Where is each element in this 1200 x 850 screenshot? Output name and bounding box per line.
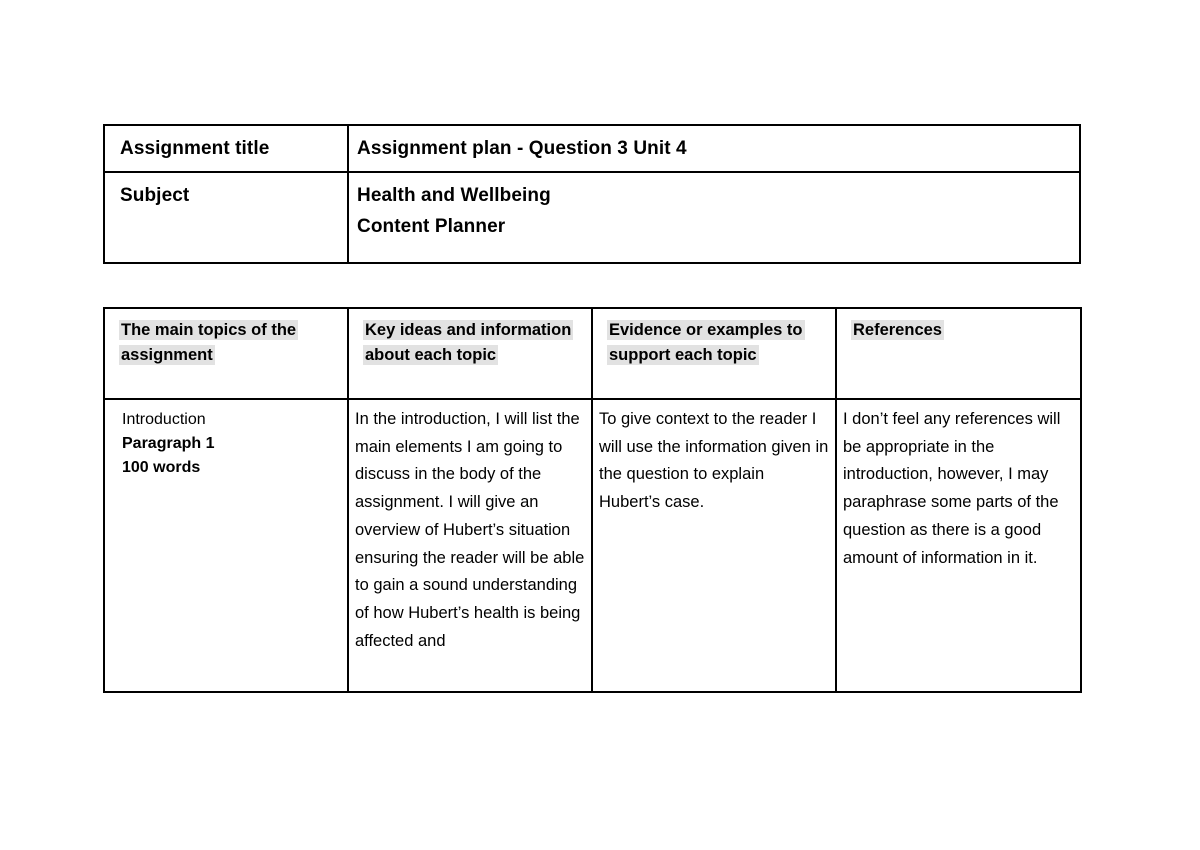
planner-header-cell-topics xyxy=(104,308,348,399)
topic-paragraph: Paragraph 1 xyxy=(122,435,215,452)
topic-title: Introduction xyxy=(122,411,206,428)
subject-label-cell xyxy=(104,172,348,263)
planner-header-cell-references xyxy=(836,308,1081,399)
topic-cell xyxy=(104,399,348,692)
evidence-text: To give context to the reader I will use the information given in the question to explain Hubert’s case. xyxy=(599,410,829,512)
content-planner-table xyxy=(103,307,1082,693)
planner-header-row xyxy=(104,308,1081,399)
planner-header-cell-evidence xyxy=(592,308,836,399)
column-header-references: References xyxy=(853,321,942,339)
planner-header-cell-key-ideas xyxy=(348,308,592,399)
column-header-key-ideas: Key ideas and information about each topic xyxy=(365,321,572,364)
subject-value-cell xyxy=(348,172,1080,263)
assignment-title-value: Assignment plan - Question 3 Unit 4 xyxy=(357,138,687,159)
key-ideas-cell xyxy=(348,399,592,692)
subject-row xyxy=(104,172,1080,263)
subject-label: Subject xyxy=(120,185,190,206)
assignment-title-row xyxy=(104,125,1080,172)
subject-value-line-1: Health and Wellbeing xyxy=(357,185,551,206)
table-row xyxy=(104,399,1081,692)
topic-word-count: 100 words xyxy=(122,459,201,476)
assignment-title-value-cell xyxy=(348,125,1080,172)
assignment-title-label-cell xyxy=(104,125,348,172)
evidence-cell xyxy=(592,399,836,692)
assignment-header-table xyxy=(103,124,1081,264)
subject-value xyxy=(349,173,1079,242)
assignment-title-label: Assignment title xyxy=(120,138,270,159)
subject-value-line-2: Content Planner xyxy=(357,216,506,237)
references-cell xyxy=(836,399,1081,692)
column-header-evidence: Evidence or examples to support each topic xyxy=(609,321,803,364)
key-ideas-text: In the introduction, I will list the main elements I am going to discuss in the body of the assignment. I will give an overview of Hubert’s situation ensuring the reader will be able to gain a sound understanding of how Hubert’s health is being affected and xyxy=(355,410,585,650)
references-text: I don’t feel any references will be appropriate in the introduction, however, I may paraphrase some parts of the question as there is a good amount of information in it. xyxy=(843,410,1061,567)
column-header-topics: The main topics of the assignment xyxy=(121,321,297,364)
